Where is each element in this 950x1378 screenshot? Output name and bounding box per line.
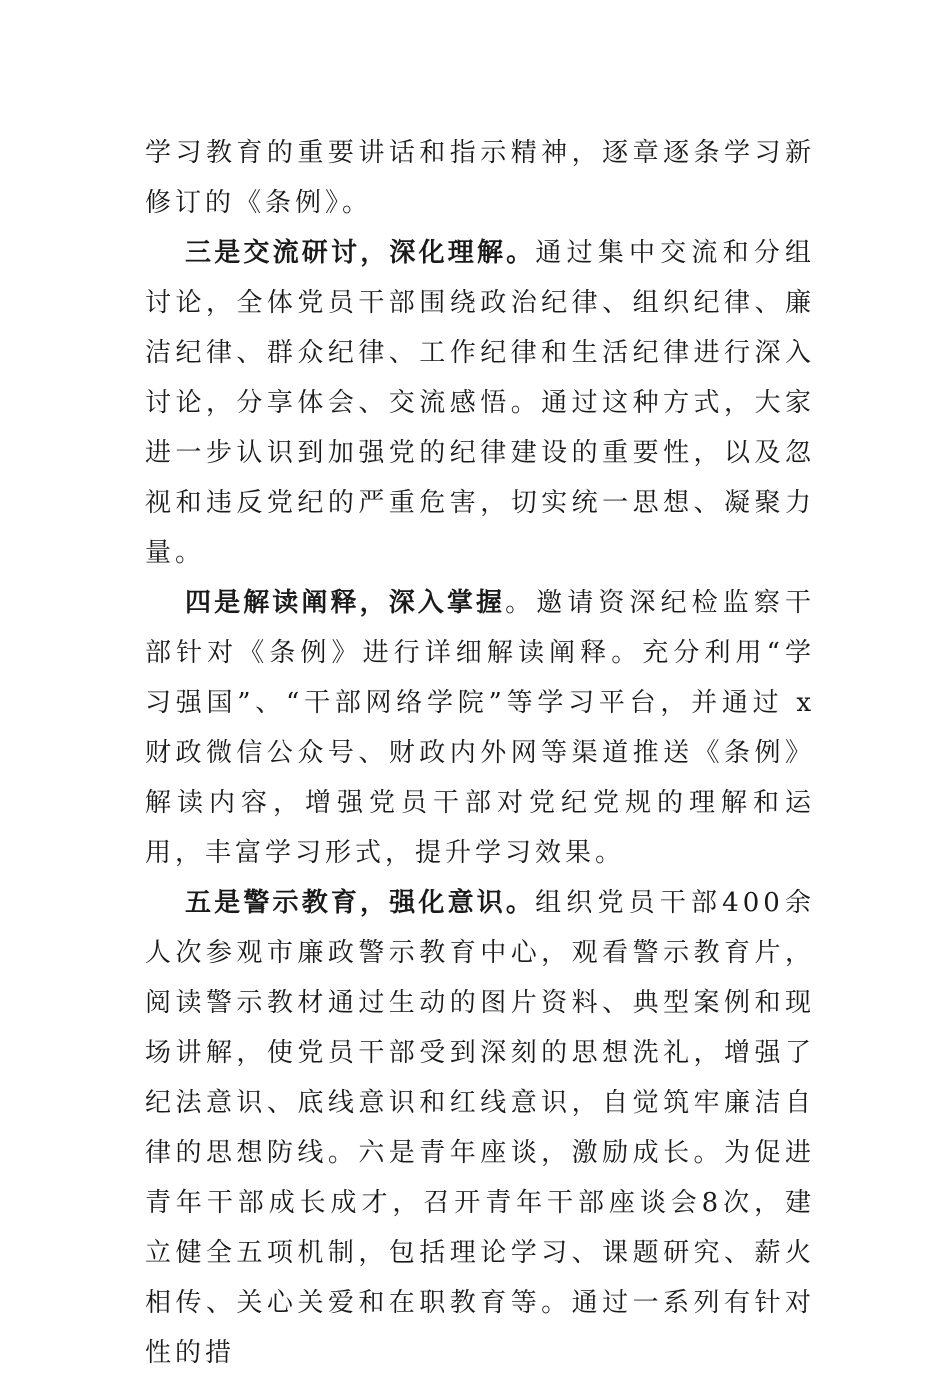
paragraph-body: 学习教育的重要讲话和指示精神，逐章逐条学习新修订的《条例》。 <box>145 138 815 218</box>
paragraph-lead: 四是解读阐释，深入掌握 <box>185 588 506 618</box>
document-body <box>145 128 815 1378</box>
paragraph-body: 通过集中交流和分组讨论，全体党员干部围绕政治纪律、组织纪律、廉洁纪律、群众纪律、工作纪律和生活纪律进行深入讨论，分享体会、交流感悟。通过这种方式，大家进一步认识到加强党的纪律建设的重要性，以及忽视和违反党纪的严重危害，切实统一思想、凝聚力量。 <box>145 238 815 568</box>
paragraph-body: 。邀请资深纪检监察干部针对《条例》进行详细解读阐释。充分利用“学习强国”、“干部网络学院”等学习平台，并通过 x 财政微信公众号、财政内外网等渠道推送《条例》解读内容，增强党员干部对党纪党规的理解和运用，丰富学习形式，提升学习效果。 <box>145 588 815 868</box>
paragraph-warning-education <box>145 878 815 1378</box>
paragraph-continuation <box>145 128 815 228</box>
paragraph-interpretation <box>145 578 815 878</box>
paragraph-lead: 五是警示教育，强化意识。 <box>185 888 536 918</box>
paragraph-lead: 三是交流研讨，深化理解。 <box>185 238 536 268</box>
paragraph-body: 组织党员干部400余人次参观市廉政警示教育中心，观看警示教育片，阅读警示教材通过生动的图片资料、典型案例和现场讲解，使党员干部受到深刻的思想洗礼，增强了纪法意识、底线意识和红线意识，自觉筑牢廉洁自律的思想防线。六是青年座谈，激励成长。为促进青年干部成长成才，召开青年干部座谈会8次，建立健全五项机制，包括理论学习、课题研究、薪火相传、关心关爱和在职教育等。通过一系列有针对性的措 <box>145 888 815 1368</box>
paragraph-exchange-discussion <box>145 228 815 578</box>
